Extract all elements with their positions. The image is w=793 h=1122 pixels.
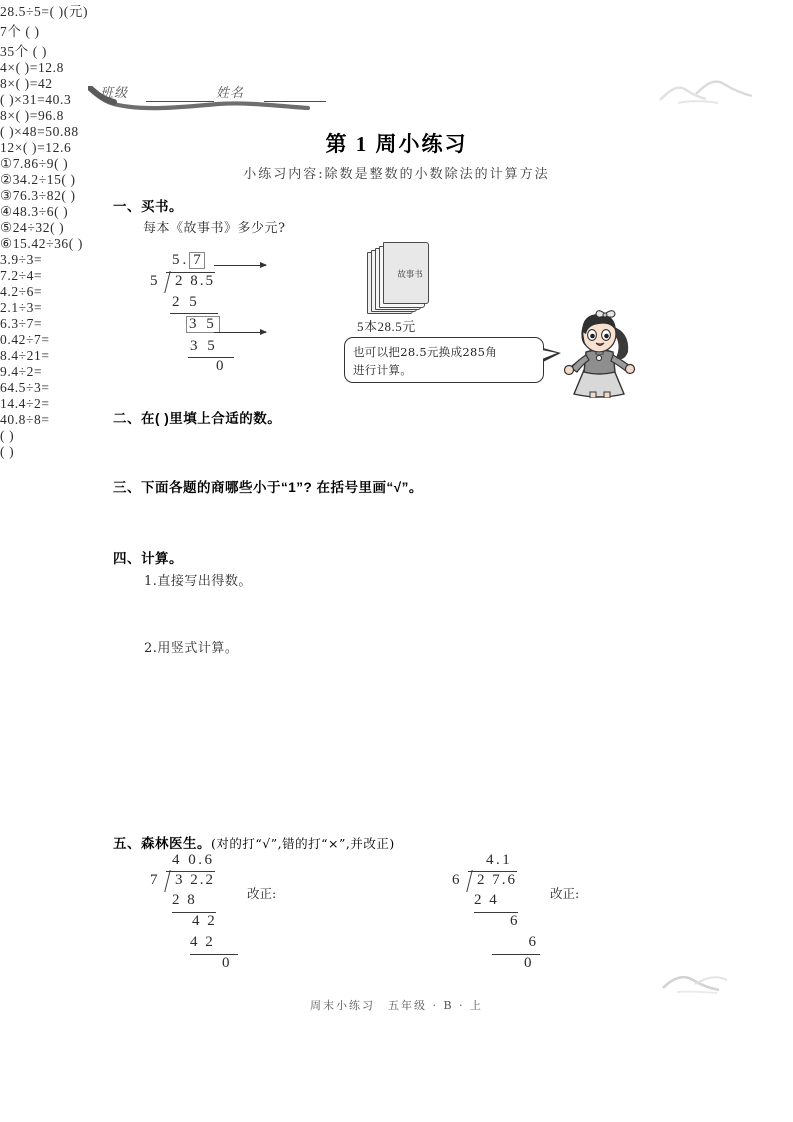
book-price-caption: 5本28.5元 [357,319,416,334]
section-4-mental-6[interactable]: 0.42÷7= [0,332,50,347]
arrow-to-label-1 [214,265,266,266]
long-division-worked-example [150,252,234,378]
section-5-heading: 五、森林医生。 [113,836,211,851]
division-bracket [166,272,215,290]
problem-1-correct-label[interactable]: 改正: [247,886,277,901]
section-4-mental-2[interactable]: 7.2÷4= [0,268,43,283]
division-step-1: 2 5 [170,294,218,314]
student-info-header [88,72,708,112]
name-blank-line[interactable] [264,101,326,102]
section-3-item-1[interactable]: ①7.86÷9( ) [0,156,69,171]
arrow-to-label-2 [214,332,266,333]
problem-1-step-3: 4 2 [190,934,238,955]
storybook-stack-illustration [367,242,437,318]
section-3-item-4[interactable]: ④48.3÷6( ) [0,204,69,219]
section-1-question: 每本《故事书》多少元? [143,221,286,236]
problem-2-correct-label[interactable]: 改正: [550,886,580,901]
problem-2-bracket [468,871,517,889]
section-2-item-5[interactable]: ( )×48=50.88 [0,124,79,139]
division-remainder: 0 [216,358,227,374]
section-4-mental-4[interactable]: 2.1÷3= [0,300,43,315]
section-1-heading: 一、买书。 [113,199,183,214]
problem-1-quotient: 4 0.6 [172,852,215,868]
section-4-sub2-title: 2.用竖式计算。 [144,641,239,656]
problem-1-step-2: 4 2 [192,913,217,929]
division-annotation-2[interactable]: 35个 ( ) [0,44,47,59]
problem-2-answer-blank[interactable]: ( ) [0,444,15,459]
quotient-integer-part: 5. [172,252,190,268]
hint-line-2: 进行计算。 [353,363,412,377]
section-3-item-3[interactable]: ③76.3÷82( ) [0,188,76,203]
section-5-heading-note: (对的打“√”,错的打“×”,并改正) [211,836,395,851]
division-dividend-row [150,272,234,294]
section-5-heading-wrap [113,832,395,852]
divisor-value: 5 [150,273,160,289]
section-4-mental-8[interactable]: 9.4÷2= [0,364,43,379]
page-footer: 周末小练习 五年级 · B · 上 [309,999,484,1012]
class-label: 班级 [100,86,129,101]
speech-bubble-tail-fill [542,350,557,359]
quotient-boxed-digit: 7 [189,252,205,269]
problem-2-dividend: 2 7.6 [477,872,517,888]
section-3-item-2[interactable]: ②34.2÷15( ) [0,172,76,187]
class-blank-line[interactable] [146,101,214,102]
problem-2-remainder: 0 [524,955,534,971]
problem-2-step-2: 6 [510,913,520,929]
section-4-sub1-title: 1.直接写出得数。 [144,574,252,589]
section-2-item-1[interactable]: 4×( )=12.8 [0,60,64,75]
problem-1-bracket [166,871,215,889]
section-5-problem-1 [150,852,238,976]
section-1-equation[interactable]: 28.5÷5=( )(元) [0,4,89,19]
cartoon-girl-illustration [556,308,642,398]
division-annotation-1[interactable]: 7个 ( ) [0,24,40,39]
name-label: 姓名 [216,86,245,101]
section-2-heading: 二、在( )里填上合适的数。 [113,411,282,426]
division-step-3: 3 5 [188,338,234,358]
hint-line-1: 也可以把28.5元换成285角 [353,345,498,359]
problem-1-divisor: 7 [150,872,160,888]
section-4-heading: 四、计算。 [113,551,183,566]
problem-1-remainder: 0 [222,955,232,971]
page-subtitle: 小练习内容:除数是整数的小数除法的计算方法 [243,167,550,182]
section-3-item-6[interactable]: ⑥15.42÷36( ) [0,236,83,251]
dividend-value: 2 8.5 [175,273,215,289]
problem-2-dividend-row [452,871,540,892]
section-3-item-5[interactable]: ⑤24÷32( ) [0,220,65,235]
division-quotient-row [172,252,234,272]
division-step-2 [186,316,234,336]
problem-1-answer-blank[interactable]: ( ) [0,428,15,443]
section-2-item-3[interactable]: ( )×31=40.3 [0,92,72,107]
problem-2-quotient: 4.1 [486,852,513,868]
section-4-vertical-1[interactable]: 64.5÷3= [0,380,50,395]
step-2-boxed-value: 3 5 [186,316,220,333]
section-2-item-2[interactable]: 8×( )=42 [0,76,53,91]
problem-1-dividend: 3 2.2 [175,872,215,888]
problem-2-divisor: 6 [452,872,462,888]
page-title: 第 1 周小练习 [325,132,468,156]
section-4-mental-1[interactable]: 3.9÷3= [0,252,43,267]
mountain-brush-decoration-icon [648,70,778,110]
book-cover-label: 故事书 [397,270,423,280]
section-2-item-4[interactable]: 8×( )=96.8 [0,108,64,123]
problem-1-step-1: 2 8 [172,892,216,913]
problem-2-step-1: 2 4 [474,892,518,913]
problem-2-step-3: 6 [492,934,540,955]
hint-speech-bubble [344,337,544,383]
section-5-problem-2 [452,852,540,976]
section-4-vertical-3[interactable]: 40.8÷8= [0,412,50,427]
section-4-mental-5[interactable]: 6.3÷7= [0,316,43,331]
section-2-item-6[interactable]: 12×( )=12.6 [0,140,72,155]
section-4-mental-3[interactable]: 4.2÷6= [0,284,43,299]
section-3-heading: 三、下面各题的商哪些小于“1”? 在括号里画“√”。 [113,480,423,495]
footer-brush-decoration-icon [655,968,775,1004]
problem-1-dividend-row [150,871,238,892]
section-4-vertical-2[interactable]: 14.4÷2= [0,396,50,411]
section-4-mental-7[interactable]: 8.4÷21= [0,348,50,363]
